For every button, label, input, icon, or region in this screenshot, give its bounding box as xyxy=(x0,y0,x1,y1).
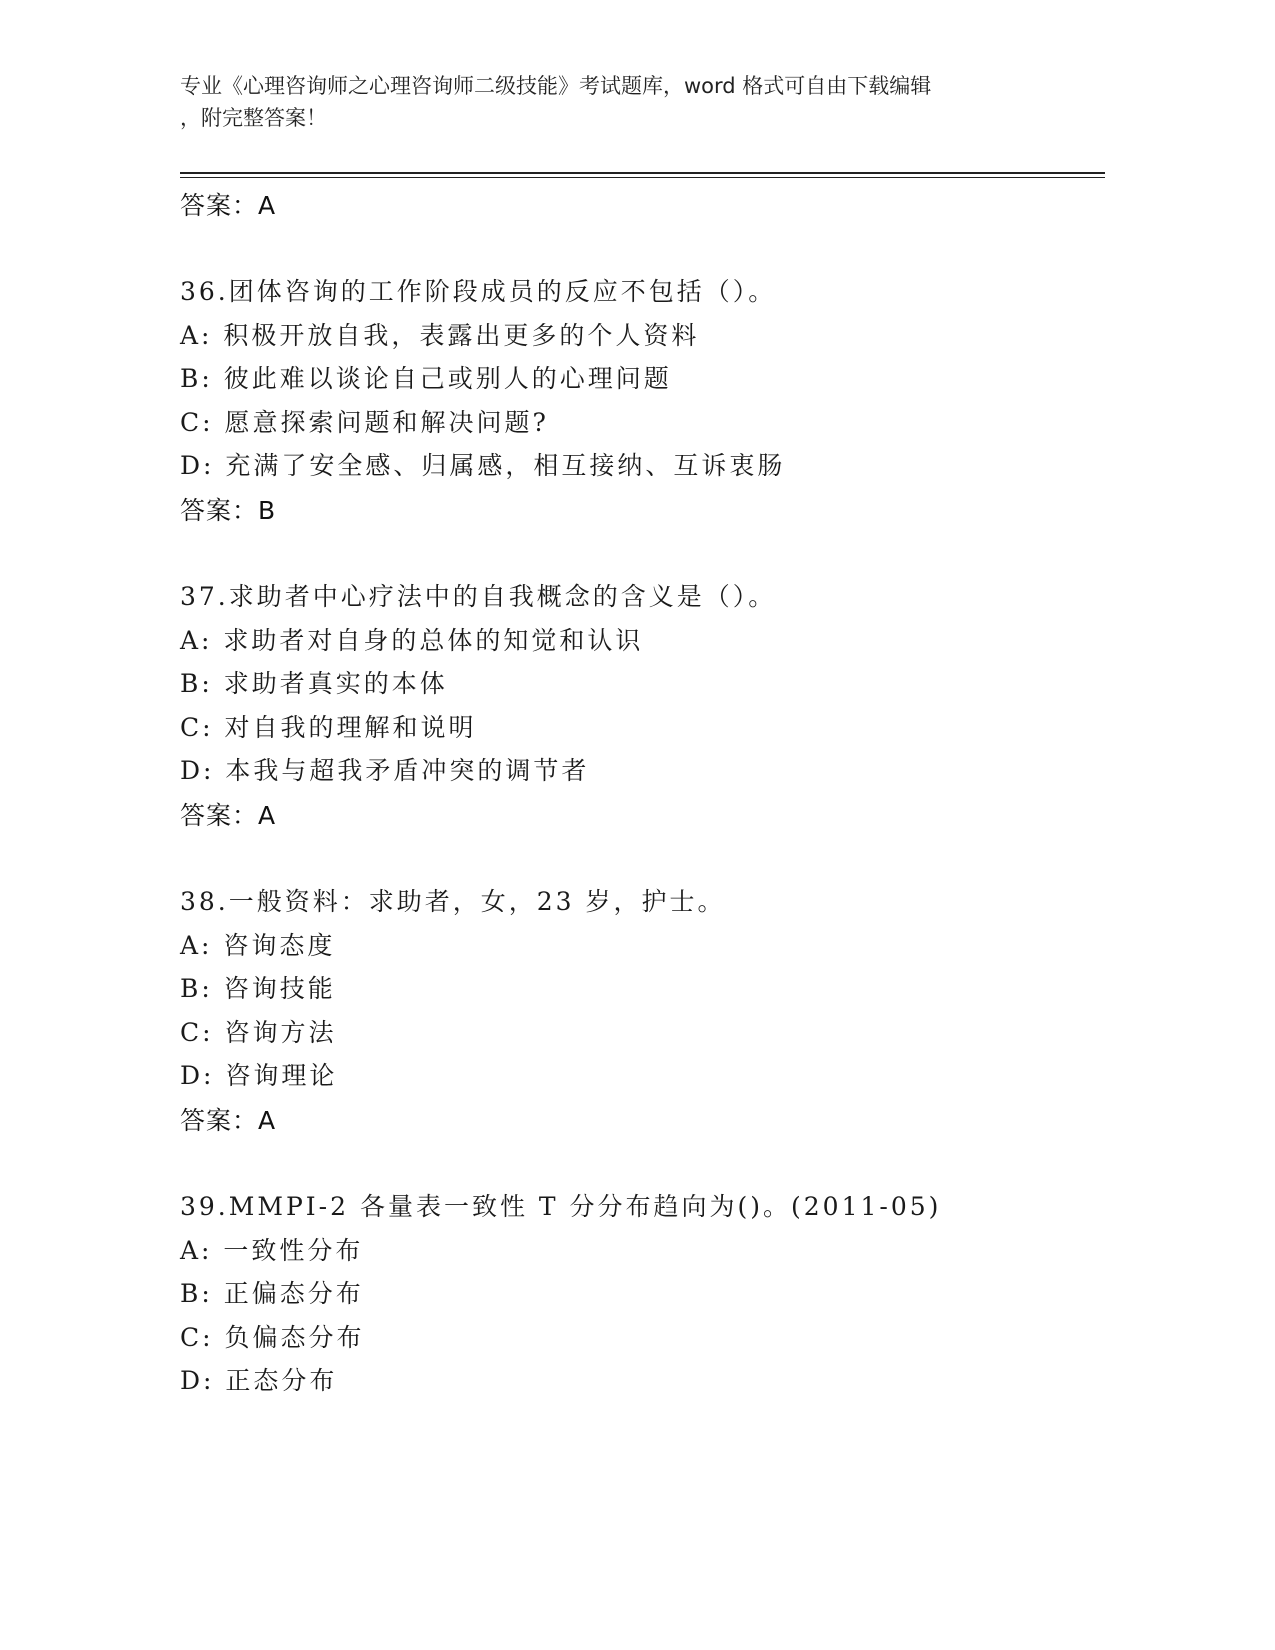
question-37-stem: 37.求助者中心疗法中的自我概念的含义是（）。 xyxy=(180,582,777,611)
question-37-option-d: D: 本我与超我矛盾冲突的调节者 xyxy=(180,756,590,785)
question-39-option-b: B: 正偏态分布 xyxy=(180,1279,364,1308)
question-36-option-c: C: 愿意探索问题和解决问题? xyxy=(180,408,549,437)
question-38-option-d: D: 咨询理论 xyxy=(180,1061,338,1090)
question-36-stem: 36.团体咨询的工作阶段成员的反应不包括（）。 xyxy=(180,277,777,306)
question-36-option-a: A: 积极开放自我，表露出更多的个人资料 xyxy=(180,321,700,350)
question-39-option-d: D: 正态分布 xyxy=(180,1366,338,1395)
question-39-option-c: C: 负偏态分布 xyxy=(180,1323,365,1352)
header-line-1: 专业《心理咨询师之心理咨询师二级技能》考试题库，word 格式可自由下载编辑 xyxy=(180,74,932,98)
question-38-stem: 38.一般资料：求助者，女，23 岁，护士。 xyxy=(180,887,726,916)
question-37-option-a: A: 求助者对自身的总体的知觉和认识 xyxy=(180,626,644,655)
question-38-option-c: C: 咨询方法 xyxy=(180,1018,337,1047)
question-37-option-c: C: 对自我的理解和说明 xyxy=(180,713,477,742)
question-36-option-b: B: 彼此难以谈论自己或别人的心理问题 xyxy=(180,364,672,393)
question-38-option-b: B: 咨询技能 xyxy=(180,974,336,1003)
question-39-option-a: A: 一致性分布 xyxy=(180,1236,364,1265)
question-38-option-a: A: 咨询态度 xyxy=(180,931,336,960)
question-37-option-b: B: 求助者真实的本体 xyxy=(180,669,448,698)
question-36-option-d: D: 充满了安全感、归属感，相互接纳、互诉衷肠 xyxy=(180,451,786,480)
answer-38: 答案：A xyxy=(180,1106,277,1135)
header-divider-thin xyxy=(180,177,1105,178)
answer-36: 答案：B xyxy=(180,496,277,525)
question-39-stem: 39.MMPI-2 各量表一致性 T 分分布趋向为()。(2011-05) xyxy=(180,1192,942,1221)
answer-37: 答案：A xyxy=(180,801,277,830)
document-header xyxy=(180,70,1080,134)
header-line-2: ，附完整答案！ xyxy=(180,106,327,130)
answer-35: 答案：A xyxy=(180,191,277,220)
header-divider-thick xyxy=(180,172,1105,174)
